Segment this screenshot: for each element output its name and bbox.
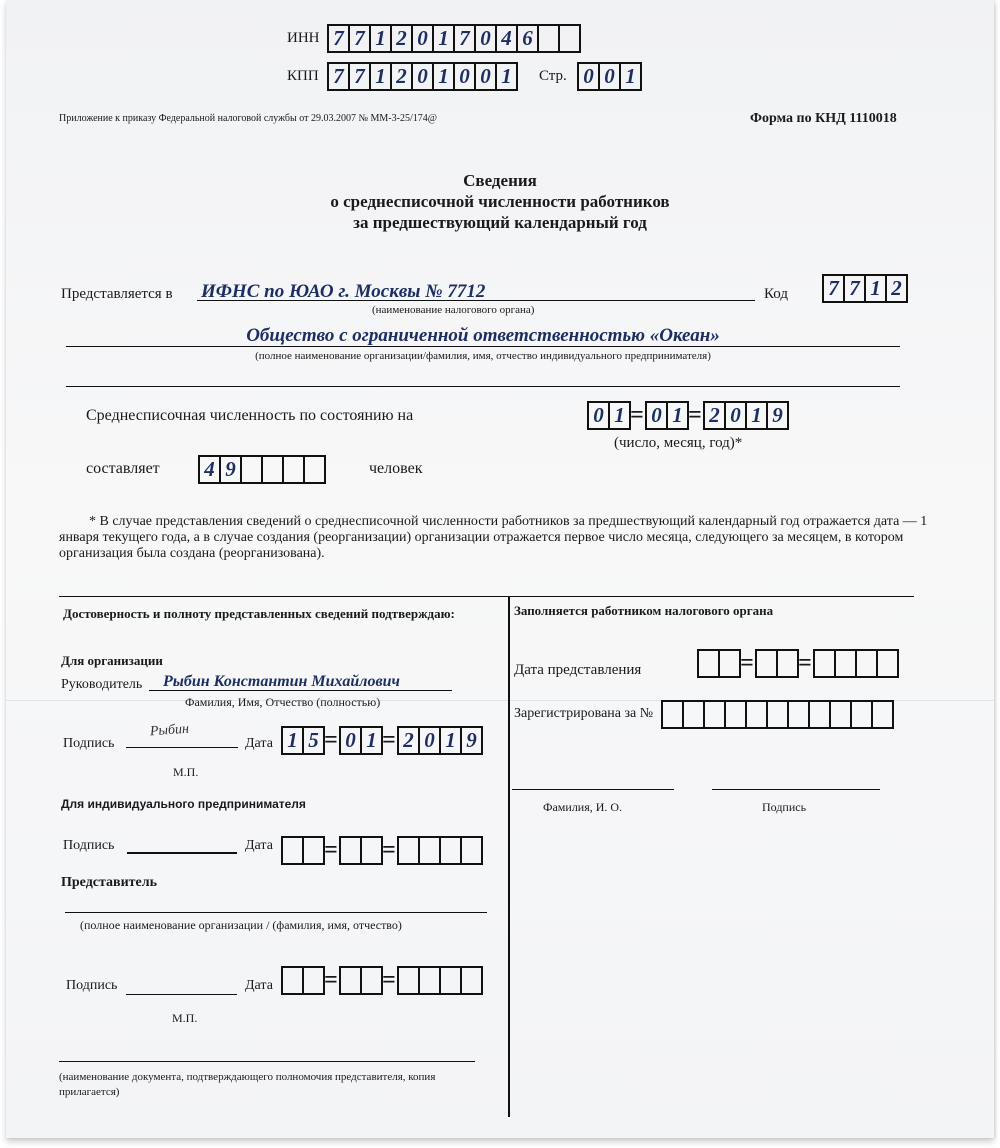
digit-cell[interactable] bbox=[829, 700, 852, 729]
page-label: Стр. bbox=[539, 68, 567, 84]
digit-cell[interactable] bbox=[766, 700, 789, 729]
digit-cell[interactable]: 9 bbox=[219, 455, 242, 484]
digit-cell[interactable] bbox=[460, 966, 483, 995]
tax-office-underline bbox=[197, 300, 755, 301]
organization-underline bbox=[66, 346, 900, 347]
date-separator: = bbox=[688, 402, 702, 428]
kpp-label: КПП bbox=[287, 68, 319, 84]
digit-cell[interactable] bbox=[460, 836, 483, 865]
date-separator: = bbox=[382, 837, 396, 863]
digit-cell[interactable]: 5 bbox=[302, 726, 325, 755]
digit-cell[interactable] bbox=[855, 649, 878, 678]
amounts-label: составляет bbox=[86, 460, 160, 477]
digit-cell[interactable]: 7 bbox=[843, 274, 866, 303]
digit-cell[interactable]: 2 bbox=[390, 62, 413, 91]
digit-cell[interactable]: 0 bbox=[577, 62, 600, 91]
registration-number-field[interactable] bbox=[661, 700, 892, 729]
digit-cell[interactable] bbox=[418, 836, 441, 865]
code-label: Код bbox=[764, 286, 788, 302]
digit-cell[interactable]: 2 bbox=[885, 274, 908, 303]
digit-cell[interactable]: 7 bbox=[453, 24, 476, 53]
digit-cell[interactable]: 1 bbox=[281, 726, 304, 755]
tax-staff-heading: Заполняется работником налогового органа bbox=[514, 603, 774, 618]
digit-cell[interactable]: 1 bbox=[608, 401, 631, 430]
digit-cell[interactable] bbox=[724, 700, 747, 729]
org-heading: Для организации bbox=[61, 653, 163, 668]
rep-name-line[interactable] bbox=[65, 912, 487, 913]
submission-date-label: Дата представления bbox=[514, 662, 642, 678]
digit-cell[interactable] bbox=[303, 455, 326, 484]
rep-signature-line[interactable] bbox=[126, 994, 237, 995]
date-separator: = bbox=[630, 402, 644, 428]
doc-caption: (наименование документа, подтверждающего полномочия представителя, копия прилагается) bbox=[59, 1071, 436, 1098]
headcount-date-field[interactable] bbox=[587, 401, 787, 430]
digit-cell[interactable]: 1 bbox=[432, 62, 455, 91]
digit-cell[interactable]: 0 bbox=[598, 62, 621, 91]
ip-signature-line[interactable] bbox=[127, 852, 237, 854]
date-separator: = bbox=[324, 837, 338, 863]
column-divider bbox=[508, 597, 510, 1117]
digit-cell[interactable]: 7 bbox=[327, 62, 350, 91]
headcount-unit: человек bbox=[369, 460, 423, 477]
staff-name-line[interactable] bbox=[512, 789, 674, 790]
digit-cell[interactable] bbox=[439, 836, 462, 865]
digit-cell[interactable] bbox=[439, 966, 462, 995]
signature-date-field[interactable] bbox=[281, 726, 481, 755]
digit-cell[interactable] bbox=[339, 836, 362, 865]
tax-office-code-field[interactable] bbox=[822, 274, 906, 303]
digit-cell[interactable]: 4 bbox=[495, 24, 518, 53]
digit-cell[interactable] bbox=[745, 700, 768, 729]
digit-cell[interactable]: 2 bbox=[397, 726, 420, 755]
tax-office-value[interactable]: ИФНС по ЮАО г. Москвы № 7712 bbox=[201, 281, 486, 302]
digit-cell[interactable]: 1 bbox=[439, 726, 462, 755]
digit-cell[interactable]: 7 bbox=[327, 24, 350, 53]
digit-cell[interactable]: 1 bbox=[619, 62, 642, 91]
date-separator: = bbox=[324, 967, 338, 993]
submission-date-field[interactable] bbox=[697, 649, 897, 678]
digit-cell[interactable] bbox=[537, 24, 560, 53]
head-name-caption: Фамилия, Имя, Отчество (полностью) bbox=[185, 695, 381, 709]
date-label: Дата bbox=[245, 736, 273, 751]
staff-sign-line[interactable] bbox=[712, 789, 880, 790]
digit-cell[interactable] bbox=[661, 700, 684, 729]
digit-cell[interactable] bbox=[360, 836, 383, 865]
digit-cell[interactable] bbox=[776, 649, 799, 678]
digit-cell[interactable] bbox=[703, 700, 726, 729]
organization-caption: (полное наименование организации/фамилия, имя, отчество индивидуального предпринимателя) bbox=[255, 350, 711, 362]
rep-caption: (полное наименование организации / (фамилия, имя, отчество) bbox=[80, 918, 402, 932]
rep-date-label: Дата bbox=[245, 978, 273, 993]
digit-cell[interactable]: 1 bbox=[864, 274, 887, 303]
digit-cell[interactable]: 1 bbox=[666, 401, 689, 430]
digit-cell[interactable]: 6 bbox=[516, 24, 539, 53]
digit-cell[interactable]: 0 bbox=[474, 24, 497, 53]
headcount-value-field[interactable] bbox=[198, 455, 324, 484]
digit-cell[interactable]: 1 bbox=[432, 24, 455, 53]
digit-cell[interactable]: 0 bbox=[411, 24, 434, 53]
digit-cell[interactable] bbox=[558, 24, 581, 53]
digit-cell[interactable] bbox=[261, 455, 284, 484]
footnote: * В случае представления сведений о среднесписочной численности работников за предшествующий календарный год отражается дата — 1 января текущего года, а в случае создания (реорганизации) организации отражается первое число месяца, следующего за месяцем, в котором организация была создана (реорганизована). bbox=[59, 514, 928, 561]
ip-signature-label: Подпись bbox=[63, 838, 115, 853]
head-name-value[interactable]: Рыбин Константин Михайлович bbox=[163, 673, 400, 690]
appendix-note: Приложение к приказу Федеральной налоговой службы от 29.03.2007 № ММ-3-25/174@ bbox=[59, 113, 437, 124]
ip-heading: Для индивидуального предпринимателя bbox=[61, 797, 306, 811]
digit-cell[interactable] bbox=[834, 649, 857, 678]
digit-cell[interactable]: 2 bbox=[703, 401, 726, 430]
digit-cell[interactable]: 9 bbox=[766, 401, 789, 430]
inn-field[interactable] bbox=[327, 24, 579, 53]
date-separator: = bbox=[740, 650, 754, 676]
rep-signature-label: Подпись bbox=[66, 978, 118, 993]
digit-cell[interactable] bbox=[718, 649, 741, 678]
section-divider bbox=[59, 596, 914, 597]
digit-cell[interactable] bbox=[787, 700, 810, 729]
date-separator: = bbox=[324, 727, 338, 753]
signature-value[interactable]: Рыбин bbox=[149, 721, 190, 740]
registration-label: Зарегистрирована за № bbox=[514, 706, 654, 721]
tax-office-caption: (наименование налогового органа) bbox=[372, 304, 535, 316]
digit-cell[interactable]: 1 bbox=[360, 726, 383, 755]
digit-cell[interactable]: 1 bbox=[369, 24, 392, 53]
digit-cell[interactable] bbox=[876, 649, 899, 678]
head-label: Руководитель bbox=[61, 677, 143, 692]
head-name-underline bbox=[149, 690, 452, 691]
digit-cell[interactable] bbox=[418, 966, 441, 995]
digit-cell[interactable] bbox=[808, 700, 831, 729]
kpp-field[interactable] bbox=[327, 62, 516, 91]
digit-cell[interactable] bbox=[813, 649, 836, 678]
digit-cell[interactable] bbox=[302, 836, 325, 865]
digit-cell[interactable] bbox=[282, 455, 305, 484]
digit-cell[interactable] bbox=[302, 966, 325, 995]
signature-label: Подпись bbox=[63, 736, 115, 751]
digit-cell[interactable]: 7 bbox=[348, 62, 371, 91]
rep-heading: Представитель bbox=[61, 875, 158, 890]
staff-sign-caption: Подпись bbox=[762, 800, 807, 814]
digit-cell[interactable]: 0 bbox=[418, 726, 441, 755]
digit-cell[interactable]: 4 bbox=[198, 455, 221, 484]
digit-cell[interactable]: 0 bbox=[724, 401, 747, 430]
digit-cell[interactable] bbox=[397, 836, 420, 865]
digit-cell[interactable] bbox=[360, 966, 383, 995]
organization-extra-line bbox=[66, 386, 900, 387]
digit-cell[interactable] bbox=[397, 966, 420, 995]
digit-cell[interactable]: 9 bbox=[460, 726, 483, 755]
date-separator: = bbox=[798, 650, 812, 676]
digit-cell[interactable]: 0 bbox=[411, 62, 434, 91]
page-title: Сведения о среднесписочной численности работников за предшествующий календарный год bbox=[330, 171, 670, 232]
digit-cell[interactable]: 7 bbox=[822, 274, 845, 303]
digit-cell[interactable] bbox=[755, 649, 778, 678]
digit-cell[interactable] bbox=[339, 966, 362, 995]
digit-cell[interactable]: 0 bbox=[645, 401, 668, 430]
digit-cell[interactable]: 0 bbox=[587, 401, 610, 430]
ip-date-field[interactable] bbox=[281, 836, 481, 865]
form-code: Форма по КНД 1110018 bbox=[750, 111, 897, 126]
submitted-label: Представляется в bbox=[61, 286, 173, 302]
digit-cell[interactable]: 2 bbox=[390, 24, 413, 53]
date-separator: = bbox=[382, 727, 396, 753]
rep-date-field[interactable] bbox=[281, 966, 481, 995]
ip-date-label: Дата bbox=[245, 838, 273, 853]
digit-cell[interactable] bbox=[850, 700, 873, 729]
digit-cell[interactable]: 1 bbox=[369, 62, 392, 91]
digit-cell[interactable] bbox=[281, 966, 304, 995]
digit-cell[interactable] bbox=[697, 649, 720, 678]
digit-cell[interactable]: 0 bbox=[339, 726, 362, 755]
digit-cell[interactable]: 7 bbox=[348, 24, 371, 53]
signature-underline bbox=[126, 747, 238, 748]
digit-cell[interactable]: 1 bbox=[495, 62, 518, 91]
rep-stamp-label: М.П. bbox=[172, 1011, 198, 1025]
doc-line[interactable] bbox=[59, 1061, 475, 1062]
digit-cell[interactable]: 1 bbox=[745, 401, 768, 430]
digit-cell[interactable]: 0 bbox=[474, 62, 497, 91]
date-separator: = bbox=[382, 967, 396, 993]
headcount-label: Среднесписочная численность по состоянию на bbox=[86, 407, 414, 424]
organization-value[interactable]: Общество с ограниченной ответственностью «Океан» bbox=[246, 325, 720, 346]
staff-name-caption: Фамилия, И. О. bbox=[543, 800, 623, 814]
headcount-date-caption: (число, месяц, год)* bbox=[614, 435, 743, 451]
confirm-heading: Достоверность и полноту представленных сведений подтверждаю: bbox=[63, 606, 455, 621]
digit-cell[interactable] bbox=[871, 700, 894, 729]
stamp-label: М.П. bbox=[173, 765, 199, 779]
digit-cell[interactable] bbox=[240, 455, 263, 484]
inn-label: ИНН bbox=[287, 30, 320, 46]
digit-cell[interactable] bbox=[682, 700, 705, 729]
digit-cell[interactable] bbox=[281, 836, 304, 865]
page-number-field[interactable] bbox=[577, 62, 640, 91]
digit-cell[interactable]: 0 bbox=[453, 62, 476, 91]
